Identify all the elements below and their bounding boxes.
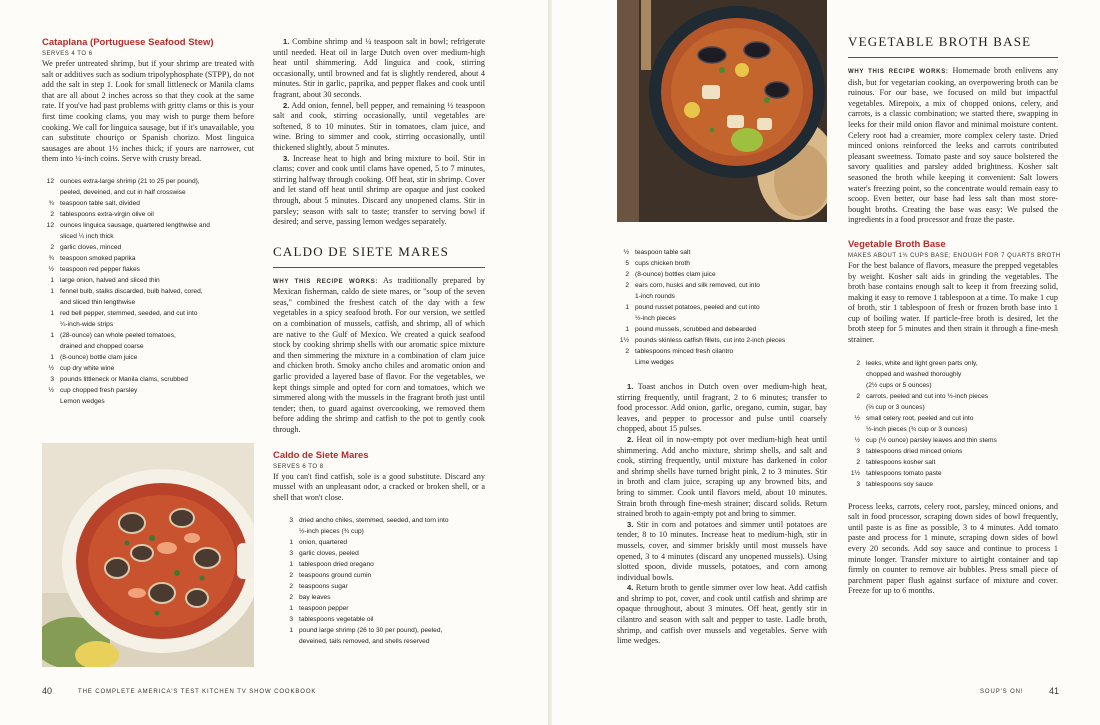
- ingredient-text: (⅔ cup or 3 ounces): [866, 403, 925, 411]
- seafood-stew-illustration: [42, 443, 254, 667]
- ingredient-text: cup (½ ounce) parsley leaves and thin stems: [866, 436, 997, 444]
- ingredient-quantity: 2: [289, 583, 293, 591]
- ingredient-quantity: ½: [623, 249, 629, 256]
- ingredient-text: small celery root, peeled and cut into: [866, 414, 974, 422]
- ingredient-quantity: 2: [856, 359, 860, 367]
- ingredient-item: [848, 413, 1058, 424]
- cataplana-ingredient-list: [42, 176, 254, 407]
- ingredient-item: [42, 187, 254, 198]
- ingredient-item: [281, 625, 485, 636]
- step-text: Return broth to gentle simmer over low heat. Add catfish and shrimp to pot, cover, and cook until catfish and shrimp are opaque throughout, about 3 minutes. Off heat, gently stir in cilantro and season with salt and pepper to taste. Ladle broth, shrimp, and catfish over mussels and vegetables. Serve with lime wedges.: [617, 583, 828, 646]
- ingredient-text: onion, quartered: [299, 539, 348, 547]
- step-number: 1.: [283, 37, 290, 46]
- ingredient-quantity: ¾: [48, 199, 54, 207]
- ingredient-quantity: 1: [50, 287, 54, 295]
- vegetable-makes: MAKES ABOUT 1¾ CUPS BASE; ENOUGH FOR 7 QUARTS BROTH: [848, 252, 1061, 259]
- ingredient-text: ½-inch pieces: [635, 315, 676, 322]
- ingredient-item: [281, 592, 485, 603]
- vegetable-recipe-title: Vegetable Broth Base: [848, 238, 946, 250]
- vegetable-broth-heading: VEGETABLE BROTH BASE: [848, 34, 1032, 49]
- caldo-why-text: As traditionally prepared by Mexican fisherman, caldo de siete mares, or "soup of the seven seas," combined the freshest catch of the day with a few vegetables in a spicy seafood broth. For our version, we settled on a combination of mussels, catfish, and shrimp, all of which are native to the Gulf of Mexico. We created a quick seafood stock by cooking shrimp shells with our aromatic spice mixture and then simmering the mixture in a combination of clam juice and chicken broth. Smoky ancho chiles and aromatic onion and garlic provided a layered base of flavor. For the vegetables, we kept things simple and opted for corn and tomatoes, which we simmered along with the mussels in the fragrant broth just until tender; then, to guard against overcooking, we removed them before adding the shrimp and catfish to the pot to gently cook through.: [273, 275, 485, 434]
- recipe-step: [273, 37, 485, 101]
- ingredient-text: pound mussels, scrubbed and debearded: [635, 326, 757, 333]
- caldo-why-label: WHY THIS RECIPE WORKS:: [273, 278, 379, 285]
- ingredient-text: (8-ounce) bottles clam juice: [635, 271, 716, 278]
- ingredient-item: [42, 330, 254, 341]
- ingredient-item: [848, 358, 1058, 369]
- ingredient-quantity: 1: [289, 561, 293, 569]
- ingredient-item: [42, 275, 254, 286]
- ingredient-item: [617, 302, 827, 313]
- cataplana-column: [42, 37, 254, 407]
- ingredient-text: tablespoons vegetable oil: [299, 616, 374, 624]
- ingredient-item: [42, 209, 254, 220]
- step-text: Increase heat to high and bring mixture to boil. Stir in clams; cover and cook until clams have opened, 5 to 7 minutes, stirring halfway through cooking. Off heat, stir in shrimp. Cover and let stand off heat until shrimp are opaque and just cooked through, about 5 minutes. Discard any unopened clams. Stir in parsley; season with salt to taste; transfer to serving bowl if desired; and serve, passing lemon wedges separately.: [273, 153, 485, 227]
- ingredient-item: [42, 253, 254, 264]
- ingredient-text: leeks, white and light green parts only,: [866, 359, 978, 367]
- caldo-why-paragraph: [273, 276, 485, 436]
- ingredient-item: [281, 526, 485, 537]
- step-text: Combine shrimp and ¼ teaspoon salt in bowl; refrigerate until needed. Heat oil in large Dutch oven over medium-high heat until shimmering. Add linguica and cook, stirring occasionally, until browned and fat is slightly rendered, about 4 minutes. Stir in garlic, paprika, and pepper flakes and cook until fragrant, about 30 seconds.: [273, 37, 486, 99]
- ingredient-item: [42, 352, 254, 363]
- ingredient-item: [281, 581, 485, 592]
- ingredient-text: cup chopped fresh parsley: [60, 386, 138, 394]
- caldo-continued-column: [617, 247, 827, 647]
- ingredient-item: [42, 363, 254, 374]
- ingredient-text: teaspoon table salt, divided: [60, 199, 140, 207]
- caldo-heading-rule: [273, 267, 485, 268]
- ingredient-text: tablespoons kosher salt: [866, 458, 936, 466]
- ingredient-item: [42, 319, 254, 330]
- ingredient-quantity: 1: [289, 539, 293, 547]
- ingredient-quantity: 1: [289, 627, 293, 635]
- ingredient-quantity: 1: [625, 326, 629, 333]
- ingredient-item: [848, 380, 1058, 391]
- ingredient-text: peeled, deveined, and cut in half crosswise: [60, 188, 186, 196]
- ingredient-text: large onion, halved and sliced thin: [60, 276, 160, 284]
- step-number: 2.: [283, 100, 290, 110]
- ingredient-text: (28-ounce) can whole peeled tomatoes,: [60, 331, 176, 339]
- ingredient-quantity: 2: [289, 572, 293, 580]
- ingredient-item: [848, 457, 1058, 468]
- ingredient-quantity: 1½: [850, 469, 860, 477]
- vegetable-why-paragraph: [848, 66, 1058, 226]
- ingredient-text: ounces linguica sausage, quartered lengthwise and: [60, 221, 210, 229]
- recipe-step: [617, 583, 827, 647]
- ingredient-text: cups chicken broth: [635, 260, 690, 267]
- ingredient-item: [42, 198, 254, 209]
- ingredient-quantity: ½: [48, 386, 54, 394]
- ingredient-text: teaspoons ground cumin: [299, 572, 372, 580]
- ingredient-quantity: 3: [856, 480, 860, 488]
- vegetable-note: For the best balance of flavors, measure the prepped vegetables by weight. Kosher salt aids in grinding the vegetables. The broth base contains enough salt to keep it from freezing solid, making it easy to remove 1 tablespoon at a time. To make 1 cup of broth, stir 1 tablespoon of fresh or frozen broth base into 1 cup of boiling water. If particle-free broth is desired, let the broth steep for 5 minutes and then strain it through a fine-mesh strainer.: [848, 260, 1058, 345]
- caldo-continued-ingredient-list: [617, 247, 827, 368]
- caldo-steps: [617, 382, 827, 647]
- ingredient-quantity: ½: [48, 265, 54, 273]
- left-page: [0, 0, 548, 725]
- ingredient-text: Lime wedges: [635, 359, 674, 366]
- ingredient-item: [281, 570, 485, 581]
- ingredient-item: [848, 435, 1058, 446]
- ingredient-item: [281, 515, 485, 526]
- ingredient-quantity: 12: [46, 221, 54, 229]
- ingredient-item: [281, 537, 485, 548]
- ingredient-item: [281, 636, 485, 647]
- cataplana-steps-column: [273, 37, 485, 647]
- ingredient-quantity: 2: [50, 210, 54, 218]
- cataplana-photo: [42, 443, 254, 667]
- ingredient-item: [617, 280, 827, 291]
- caldo-serves: SERVES 6 TO 8: [273, 463, 324, 470]
- ingredient-quantity: ½: [854, 414, 860, 422]
- ingredient-item: [617, 291, 827, 302]
- ingredient-text: teaspoon red pepper flakes: [60, 265, 140, 273]
- ingredient-quantity: 2: [625, 271, 629, 278]
- ingredient-text: 1-inch rounds: [635, 293, 675, 300]
- ingredient-quantity: ¾: [48, 254, 54, 262]
- right-page: [552, 0, 1100, 725]
- step-text: Add onion, fennel, bell pepper, and remaining ½ teaspoon salt and cook, stirring occasionally, until vegetables are softened, 8 to 10 minutes. Stir in tomatoes, clam juice, and wine. Bring to simmer and cook, stirring occasionally, until thickened slightly, about 5 minutes.: [273, 100, 485, 152]
- ingredient-text: Lemon wedges: [60, 397, 105, 405]
- ingredient-text: pounds skinless catfish fillets, cut into 2-inch pieces: [635, 337, 786, 344]
- caldo-ingredient-list: [281, 515, 485, 647]
- ingredient-text: chopped and washed thoroughly: [866, 370, 962, 378]
- ingredient-text: pound large shrimp (26 to 30 per pound), peeled,: [299, 627, 443, 635]
- cataplana-steps: [273, 37, 485, 228]
- ingredient-quantity: 1½: [619, 337, 629, 344]
- ingredient-text: red bell pepper, stemmed, seeded, and cut into: [60, 309, 198, 317]
- ingredient-text: tablespoons tomato paste: [866, 469, 942, 477]
- ingredient-item: [281, 603, 485, 614]
- ingredient-item: [42, 385, 254, 396]
- ingredient-text: ounces extra-large shrimp (21 to 25 per pound),: [60, 177, 200, 185]
- ingredient-text: pound russet potatoes, peeled and cut into: [635, 304, 760, 311]
- ingredient-item: [281, 559, 485, 570]
- ingredient-item: [42, 374, 254, 385]
- section-footer: SOUP'S ON!: [980, 689, 1024, 695]
- ingredient-quantity: 2: [856, 392, 860, 400]
- ingredient-quantity: 3: [289, 517, 293, 525]
- step-text: Heat oil in now-empty pot over medium-high heat until shimmering. Add ancho mixture, shrimp shells, and salt and cook, stirring frequently, until mixture has darkened in color and shrimp shells have turned bright pink, 2 to 3 minutes. Stir in broth and clam juice, scraping up any browned bits, and bring to simmer. Cook until flavors meld, about 10 minutes. Strain broth through fine-mesh strainer; discard solids. Return strained broth to again-empty pot and bring to simmer.: [617, 434, 827, 519]
- ingredient-text: teaspoon table salt: [635, 249, 691, 256]
- step-number: 1.: [627, 382, 634, 391]
- vegetable-broth-column: [848, 34, 1061, 597]
- ingredient-text: and sliced thin lengthwise: [60, 298, 136, 306]
- recipe-step: [273, 101, 485, 154]
- right-page-number: 41: [1049, 686, 1060, 696]
- ingredient-item: [617, 258, 827, 269]
- ingredient-text: fennel bulb, stalks discarded, bulb halved, cored,: [60, 287, 203, 295]
- recipe-step: [617, 520, 827, 584]
- ingredient-item: [617, 247, 827, 258]
- ingredient-item: [848, 446, 1058, 457]
- cataplana-title: Cataplana (Portuguese Seafood Stew): [42, 37, 214, 48]
- ingredient-item: [617, 313, 827, 324]
- ingredient-text: ears corn, husks and silk removed, cut into: [635, 282, 760, 289]
- ingredient-text: dried ancho chiles, stemmed, seeded, and torn into: [299, 517, 449, 525]
- ingredient-quantity: 1: [50, 309, 54, 317]
- ingredient-text: cup dry white wine: [60, 364, 115, 372]
- ingredient-item: [42, 396, 254, 407]
- ingredient-quantity: 2: [50, 243, 54, 251]
- ingredient-quantity: ½: [48, 364, 54, 372]
- step-number: 3.: [283, 153, 290, 163]
- ingredient-item: [617, 324, 827, 335]
- ingredient-item: [42, 220, 254, 231]
- caldo-note: If you can't find catfish, sole is a good substitute. Discard any mussel with an unpleasant odor, a cracked or broken shell, or a shell that won't close.: [273, 471, 485, 502]
- ingredient-quantity: 2: [625, 348, 629, 355]
- ingredient-text: garlic cloves, peeled: [299, 550, 359, 558]
- ingredient-text: tablespoon dried oregano: [299, 561, 374, 569]
- ingredient-text: pounds littleneck or Manila clams, scrubbed: [60, 375, 188, 383]
- ingredient-item: [617, 269, 827, 280]
- caldo-photo: [617, 0, 827, 222]
- ingredient-item: [42, 308, 254, 319]
- ingredient-text: bay leaves: [299, 594, 331, 602]
- ingredient-item: [848, 391, 1058, 402]
- ingredient-item: [617, 346, 827, 357]
- ingredient-text: deveined, tails removed, and shells reserved: [299, 638, 430, 646]
- ingredient-quantity: 1: [625, 304, 629, 311]
- ingredient-quantity: 1: [50, 331, 54, 339]
- ingredient-item: [42, 297, 254, 308]
- ingredient-item: [617, 357, 827, 368]
- ingredient-quantity: 2: [289, 594, 293, 602]
- vegetable-why-label: WHY THIS RECIPE WORKS:: [848, 69, 949, 75]
- cataplana-intro: We prefer untreated shrimp, but if your shrimp are treated with salt or additives such as sodium tripolyphosphate (STPP), do not add the salt in step 1. Look for small littleneck or Manila clams that are all about 2 inches across so that they cook at the same rate. If you've had past problems with gritty clams or this is your first time cooking clams, you may wish to purge them before cooking. We call for linguica sausage, but if it's unavailable, you can substitute chouriço or Spanish chorizo. Most linguica sausages are about 1½ inches thick; if yours are narrower, cut them into ¼-inch coins. Serve with crusty bread.: [42, 59, 254, 164]
- step-text: Toast anchos in Dutch oven over medium-high heat, stirring frequently, until fragrant, 2 to 6 minutes; transfer to food processor. Add onion, garlic, oregano, cumin, sugar, bay leaves, and pepper to processor and pulse until coarsely chopped, about 15 pulses.: [617, 382, 827, 434]
- cataplana-serves: SERVES 4 TO 6: [42, 51, 93, 57]
- ingredient-item: [848, 424, 1058, 435]
- ingredient-item: [848, 468, 1058, 479]
- vegetable-ingredient-list: [848, 358, 1058, 490]
- ingredient-item: [848, 402, 1058, 413]
- recipe-step: [273, 154, 485, 228]
- ingredient-quantity: 1: [289, 605, 293, 613]
- book-title-footer: THE COMPLETE AMERICA'S TEST KITCHEN TV SHOW COOKBOOK: [78, 689, 317, 695]
- vegetable-why-text: Homemade broth enlivens any dish, but for vegetarian cooking, an overpowering broth can be ruinous. For our base, we focused on mild but impactful vegetables. Mirepoix, a mix of chopped onions, celery, and carrots, is a classic combination; we started there, swapping in leeks for their mild onion flavor and minimal moisture content. Celery root had a creamier, more complex celery taste. Dried minced onions reinforced the leeks and carrots contributed pleasant sweetness. Tomato paste and soy sauce bolstered the savory qualities and parsley added brightness. Kosher salt seasoned the broth while keeping it convenient: Salt lowers water's freezing point, so the concentrate would remain easy to scoop. Even better, our base had less salt than most store-bought broths. Creating the base was easy: We pulsed the ingredients in a food processor and froze the paste.: [848, 66, 1059, 225]
- ingredient-text: sliced ¼ inch thick: [60, 232, 114, 240]
- ingredient-item: [42, 341, 254, 352]
- ingredient-item: [42, 286, 254, 297]
- caldo-heading: CALDO DE SIETE MARES: [273, 243, 450, 259]
- ingredient-text: (2½ cups or 5 ounces): [866, 381, 932, 389]
- ingredient-item: [42, 264, 254, 275]
- ingredient-quantity: 3: [289, 550, 293, 558]
- ingredient-text: teaspoons sugar: [299, 583, 348, 591]
- step-number: 2.: [627, 434, 634, 444]
- ingredient-item: [42, 231, 254, 242]
- ingredient-quantity: 3: [856, 447, 860, 455]
- ingredient-quantity: 2: [856, 458, 860, 466]
- ingredient-text: ½-inch pieces (¾ cup or 3 ounces): [866, 425, 968, 433]
- ingredient-quantity: 1: [50, 353, 54, 361]
- step-text: Stir in corn and potatoes and simmer until potatoes are tender, 8 to 10 minutes. Increase heat to medium-high, stir in mussels, cover, and simmer briskly until most mussels have opened, 3 to 4 minutes (discard any unopened mussels). Using slotted spoon, divide mussels, potatoes, and corn among individual bowls.: [617, 519, 827, 582]
- ingredient-text: tablespoons minced fresh cilantro: [635, 348, 734, 355]
- ingredient-text: drained and chopped coarse: [60, 342, 144, 350]
- ingredient-quantity: 1: [50, 276, 54, 284]
- ingredient-item: [848, 369, 1058, 380]
- ingredient-text: ½-inch pieces (¾ cup): [299, 528, 364, 536]
- ingredient-item: [848, 479, 1058, 490]
- ingredient-item: [617, 335, 827, 346]
- ingredient-item: [281, 548, 485, 559]
- step-number: 4.: [627, 583, 634, 593]
- ingredient-item: [42, 242, 254, 253]
- ingredient-quantity: 5: [625, 260, 629, 267]
- ingredient-text: (8-ounce) bottle clam juice: [60, 353, 138, 361]
- ingredient-item: [281, 614, 485, 625]
- ingredient-text: tablespoons dried minced onions: [866, 447, 963, 455]
- ingredient-text: teaspoon smoked paprika: [60, 254, 136, 262]
- ingredient-item: [42, 176, 254, 187]
- ingredient-text: teaspoon pepper: [299, 605, 349, 613]
- vegetable-heading-rule: [848, 57, 1058, 58]
- ingredient-text: garlic cloves, minced: [60, 243, 122, 251]
- ingredient-quantity: 3: [289, 616, 293, 624]
- caldo-bowl-illustration: [617, 0, 827, 222]
- ingredient-quantity: 3: [50, 375, 54, 383]
- caldo-intro-section: [273, 244, 485, 436]
- recipe-step: [617, 435, 827, 520]
- ingredient-text: ¼-inch-wide strips: [60, 320, 114, 328]
- ingredient-text: carrots, peeled and cut into ½-inch pieces: [866, 392, 989, 400]
- vegetable-method: Process leeks, carrots, celery root, parsley, minced onions, and salt in food processor, scraping down sides of bowl frequently, until paste is as fine as possible, 3 to 4 minutes. Add tomato paste and process for 1 minute, scraping down sides of bowl every 20 seconds. Add soy sauce and continue to process 1 minute longer. Transfer mixture to airtight container and tap firmly on counter to remove air bubbles. Press small piece of parchment paper flush against surface of mixture and cover. Freeze for up to 6 months.: [848, 501, 1058, 596]
- recipe-step: [617, 382, 827, 435]
- left-page-number: 40: [42, 686, 53, 696]
- vegetable-recipe-section: [848, 238, 1061, 597]
- ingredient-quantity: 12: [46, 177, 54, 185]
- step-number: 3.: [627, 519, 634, 529]
- ingredient-quantity: ½: [854, 436, 860, 444]
- ingredient-text: tablespoons extra-virgin olive oil: [60, 210, 154, 218]
- caldo-recipe-section: [273, 450, 485, 648]
- ingredient-quantity: 2: [625, 282, 629, 289]
- ingredient-text: tablespoons soy sauce: [866, 480, 934, 488]
- caldo-recipe-title: Caldo de Siete Mares: [273, 449, 369, 461]
